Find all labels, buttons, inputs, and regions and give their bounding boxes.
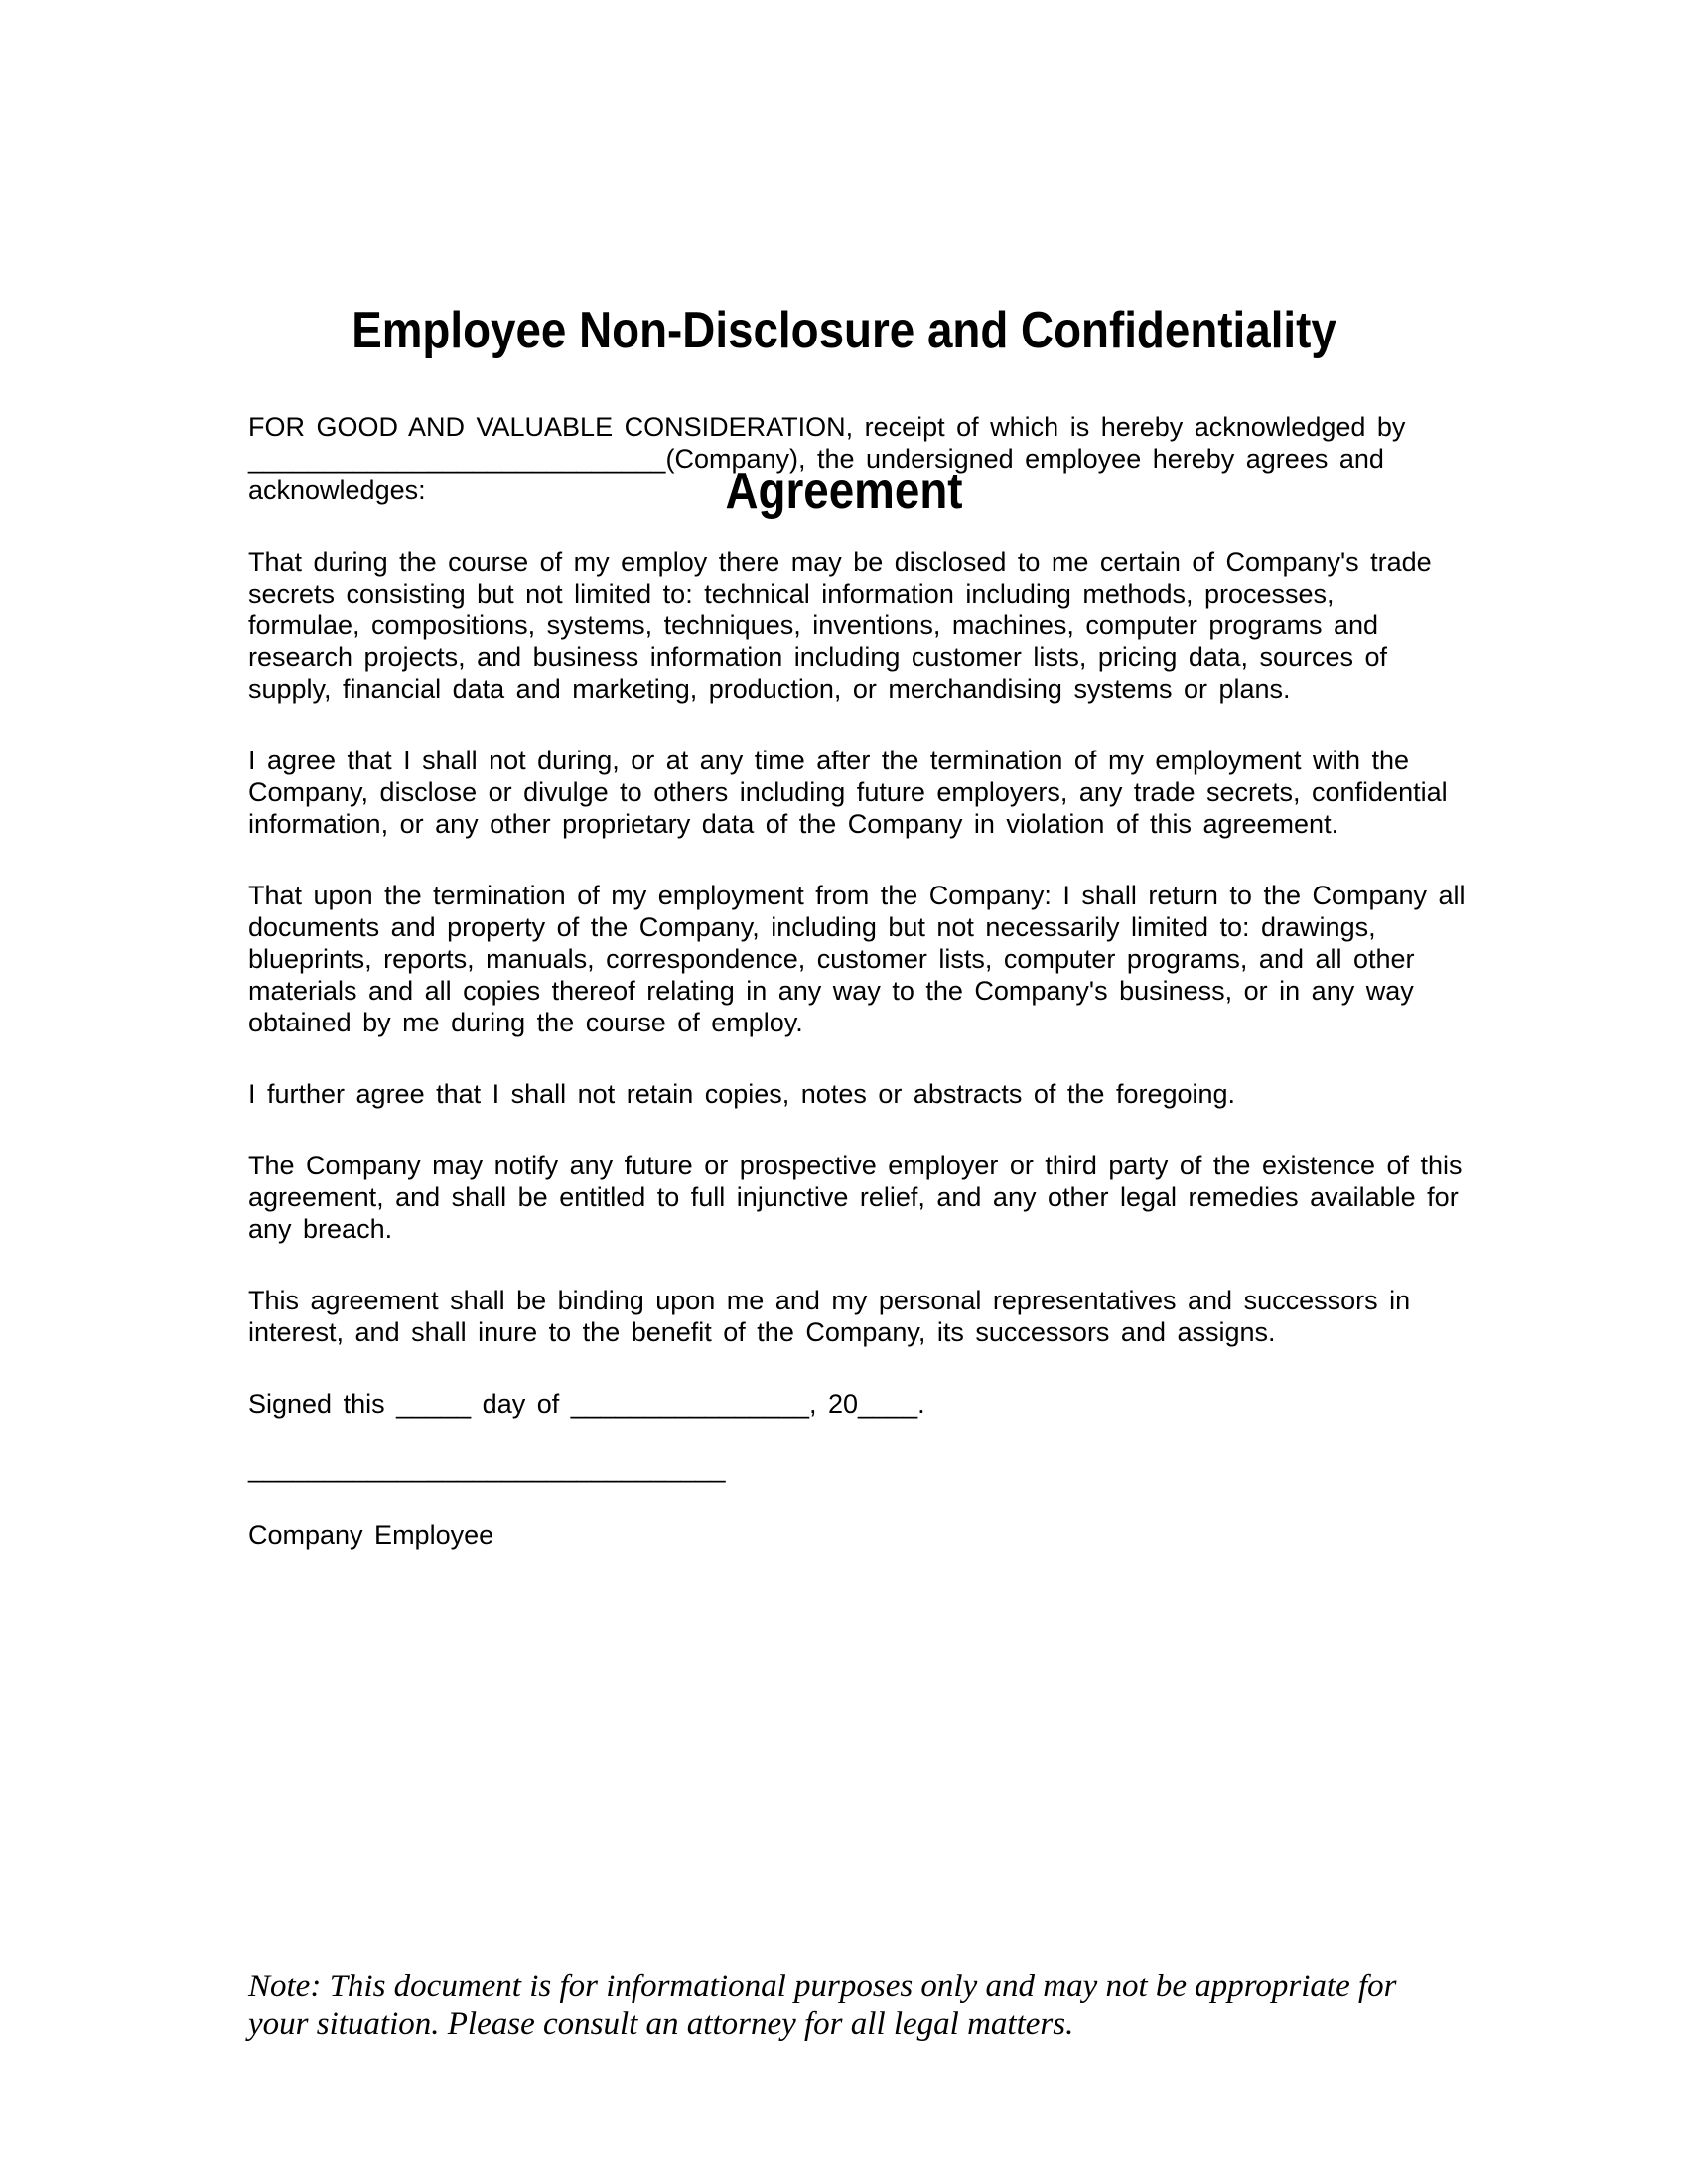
text-line: The Company may notify any future or prospective employer or third party of the existence of this: [248, 1151, 1463, 1180]
text-line-company-blank: ____________________________(Company), the undersigned employee hereby agrees and: [248, 444, 1384, 474]
paragraph-return-of-property: [248, 880, 1499, 1038]
text-line-signed-blanks: Signed this _____ day of ________________, 20____.: [248, 1389, 925, 1419]
signed-date-line: [248, 1388, 1499, 1420]
text-line: obtained by me during the course of employ.: [248, 1008, 803, 1037]
text-line: agreement, and shall be entitled to full injunctive relief, and any other legal remedies available for: [248, 1182, 1459, 1212]
signature-line: [248, 1452, 1499, 1484]
text-line: documents and property of the Company, including but not necessarily limited to: drawings,: [248, 912, 1376, 942]
paragraph-consideration: [248, 411, 1499, 506]
title-line: Agreement: [725, 463, 963, 520]
disclaimer-note: [248, 1968, 1539, 2043]
text-line: Company, disclose or divulge to others including future employers, any trade secrets, confidential: [248, 777, 1448, 807]
text-line: research projects, and business information including customer lists, pricing data, sources of: [248, 642, 1388, 672]
text-line: acknowledges:: [248, 476, 426, 505]
text-line: materials and all copies thereof relating in any way to the Company's business, or in any way: [248, 976, 1414, 1006]
text-line: any breach.: [248, 1214, 393, 1244]
paragraph-trade-secrets: [248, 546, 1499, 705]
text-line: information, or any other proprietary data of the Company in violation of this agreement.: [248, 809, 1339, 839]
note-line: your situation. Please consult an attorney for all legal matters.: [248, 2006, 1074, 2042]
text-line: This agreement shall be binding upon me and my personal representatives and successors in: [248, 1286, 1411, 1315]
text-line: Company Employee: [248, 1520, 494, 1550]
text-line: formulae, compositions, systems, techniques, inventions, machines, computer programs and: [248, 611, 1379, 640]
title-line: Employee Non-Disclosure and Confidentiality: [352, 302, 1336, 359]
text-line: That during the course of my employ there may be disclosed to me certain of Company's trade: [248, 547, 1432, 577]
paragraph-no-copies: [248, 1078, 1499, 1110]
text-line: secrets consisting but not limited to: technical information including methods, processes,: [248, 579, 1335, 609]
text-line: FOR GOOD AND VALUABLE CONSIDERATION, receipt of which is hereby acknowledged by: [248, 412, 1406, 442]
signer-label: [248, 1519, 1499, 1551]
signature-blank: ________________________________: [248, 1453, 726, 1483]
text-line: I agree that I shall not during, or at any time after the termination of my employment with the: [248, 746, 1410, 775]
text-line: interest, and shall inure to the benefit of the Company, its successors and assigns.: [248, 1317, 1276, 1347]
note-line: Note: This document is for informational purposes only and may not be appropriate for: [248, 1969, 1397, 2004]
text-line: That upon the termination of my employment from the Company: I shall return to the Company all: [248, 881, 1466, 910]
text-line: blueprints, reports, manuals, correspondence, customer lists, computer programs, and all other: [248, 944, 1415, 974]
paragraph-non-disclosure: [248, 745, 1499, 840]
paragraph-notify-employers: [248, 1150, 1499, 1245]
paragraph-binding-effect: [248, 1285, 1499, 1348]
text-line: I further agree that I shall not retain copies, notes or abstracts of the foregoing.: [248, 1079, 1236, 1109]
document-body: [248, 411, 1499, 1590]
text-line: supply, financial data and marketing, production, or merchandising systems or plans.: [248, 674, 1291, 704]
